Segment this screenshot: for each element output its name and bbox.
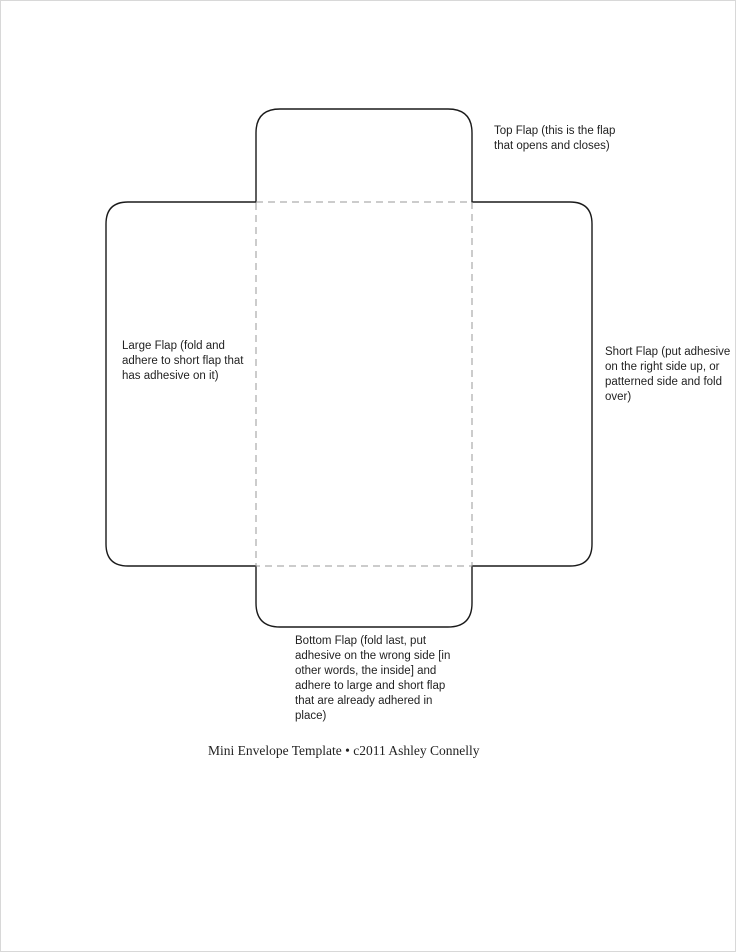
bottom-flap-label: Bottom Flap (fold last, put adhesive on the wrong side [in other words, the inside] and adhere to large and short flap that are already adhered in place) [295, 635, 451, 722]
caption-title: Mini Envelope Template [208, 743, 342, 758]
short-flap-label: Short Flap (put adhesive on the right side up, or patterned side and fold over) [605, 346, 731, 403]
template-caption [208, 743, 480, 759]
caption-separator: • [345, 743, 350, 758]
large-flap-label: Large Flap (fold and adhere to short flap that has adhesive on it) [122, 340, 244, 382]
caption-copyright: c2011 Ashley Connelly [353, 743, 480, 758]
envelope-fold-lines [256, 202, 472, 566]
top-flap-label: Top Flap (this is the flap that opens and closes) [494, 125, 616, 152]
